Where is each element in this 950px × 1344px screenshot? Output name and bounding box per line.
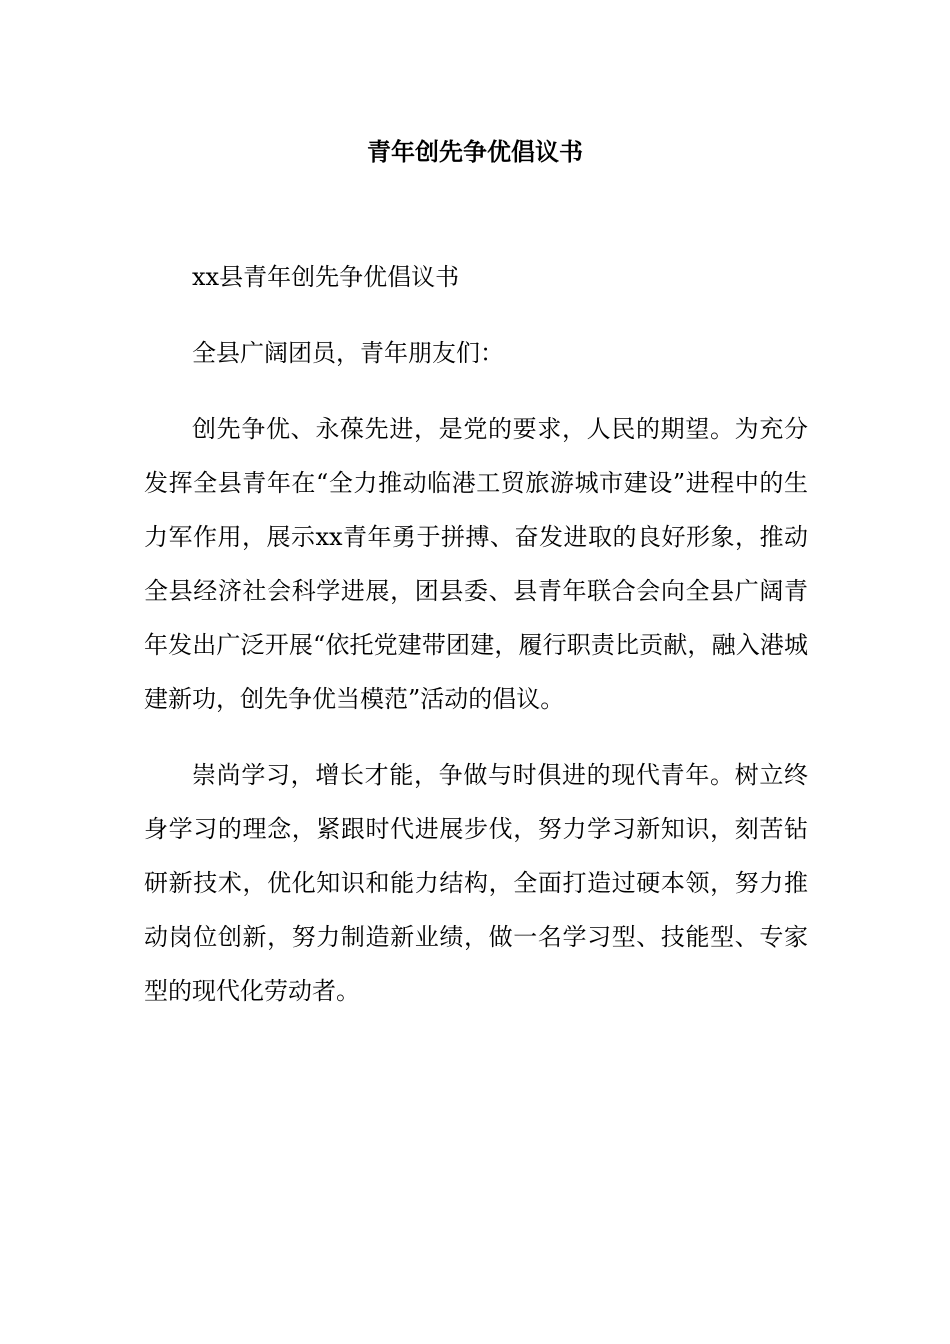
paragraph-subtitle: xx县青年创先争优倡议书 bbox=[192, 263, 460, 291]
paragraph-learning: 崇尚学习，增长才能，争做与时俱进的现代青年。树立终身学习的理念，紧跟时代进展步伐，努力学习新知识，刻苦钻研新技术，优化知识和能力结构，全面打造过硬本领，努力推动岗位创新，努力制造新业绩，做一名学习型、技能型、专家型的现代化劳动者。 bbox=[144, 761, 808, 1005]
document-body bbox=[144, 250, 808, 1040]
paragraph-salutation: 全县广阔团员，青年朋友们： bbox=[192, 339, 504, 367]
document-title: 青年创先争优倡议书 bbox=[367, 138, 583, 166]
paragraph-initiative: 创先争优、永葆先进，是党的要求，人民的期望。为充分发挥全县青年在“全力推动临港工贸旅游城市建设”进程中的生力军作用，展示xx青年勇于拼搏、奋发进取的良好形象，推动全县经济社会科学进展，团县委、县青年联合会向全县广阔青年发出广泛开展“依托党建带团建，履行职责比贡献，融入港城建新功，创先争优当模范”活动的倡议。 bbox=[144, 415, 808, 713]
